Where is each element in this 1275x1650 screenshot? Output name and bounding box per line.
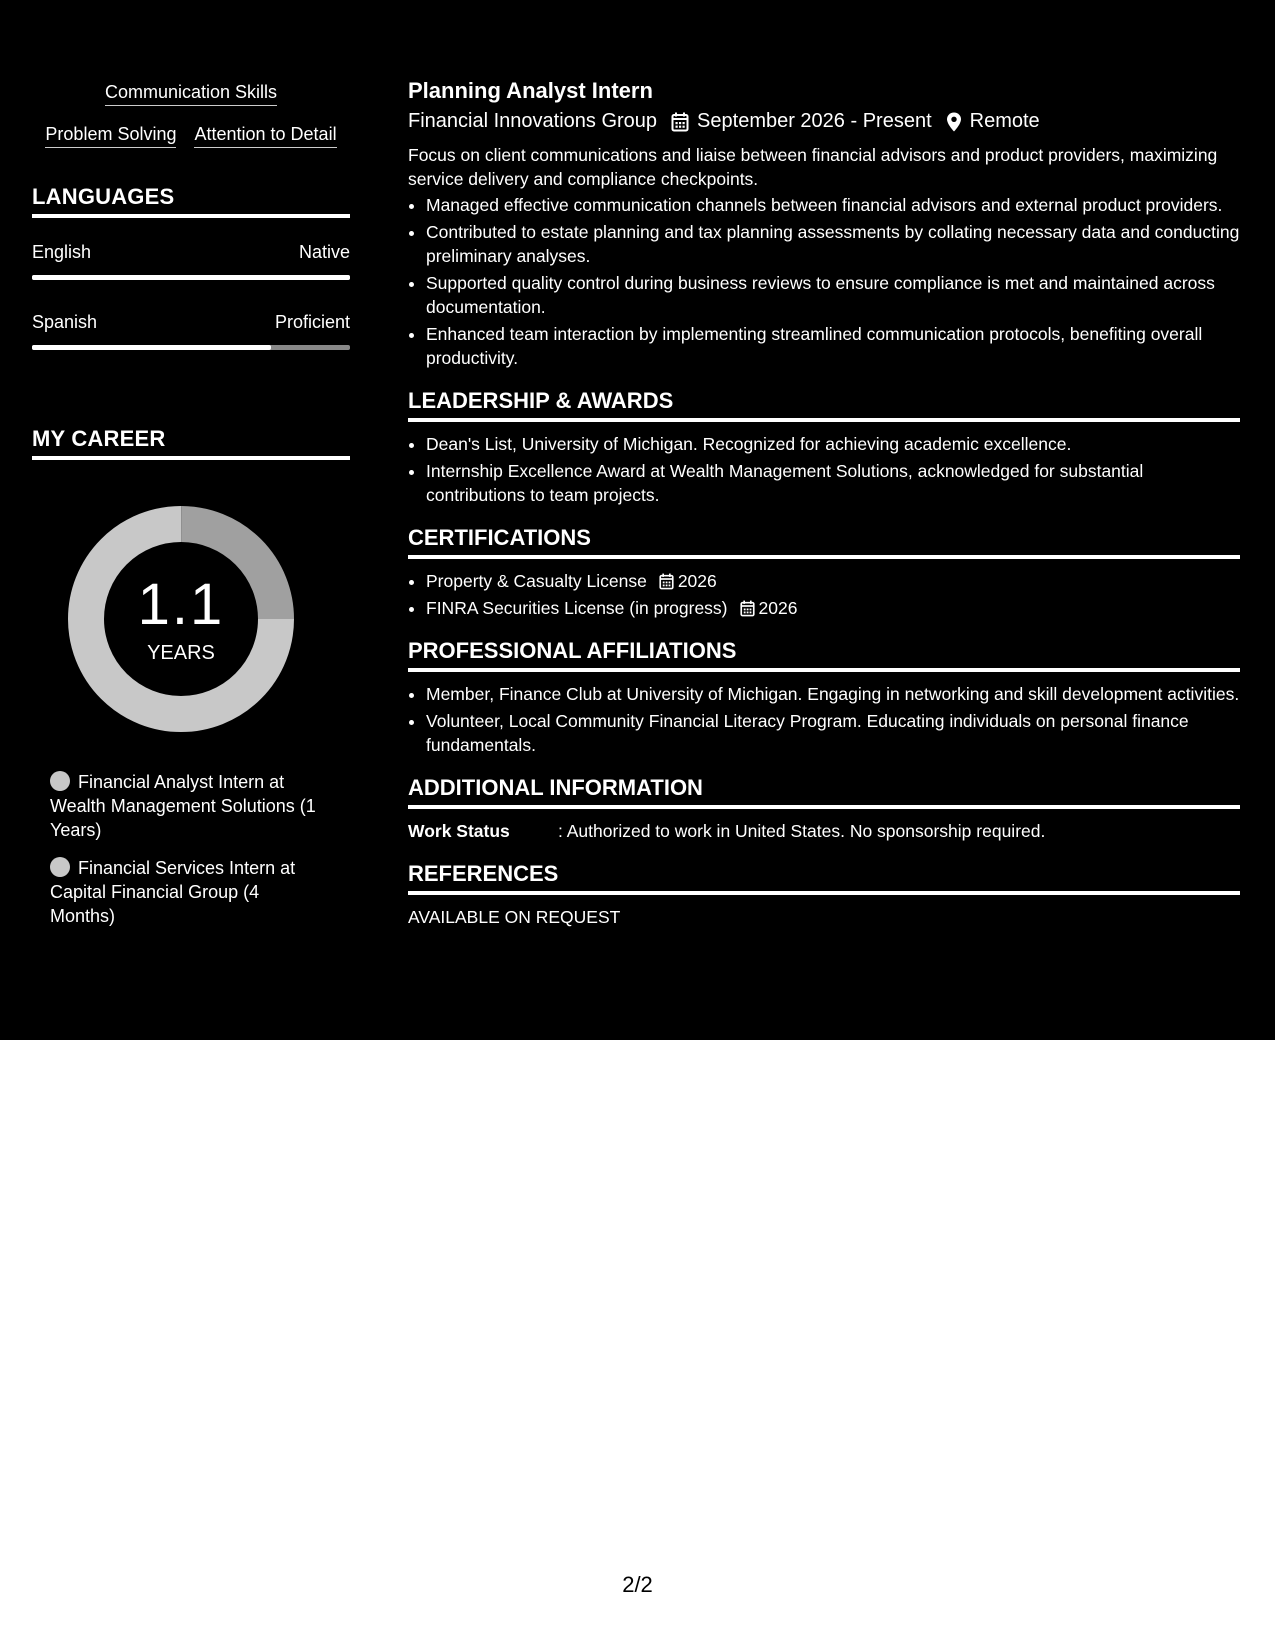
list-item: • Internship Excellence Award at Wealth Management Solutions, acknowledged for substantial contributions to team projects. [426,459,1240,507]
calendar-icon [671,112,689,132]
career-list [50,770,320,928]
list-item: • Dean's List, University of Michigan. Recognized for achieving academic excellence. [426,432,1240,456]
job-location: Remote [969,110,1040,132]
language-row [32,312,350,333]
certification [426,569,717,593]
skill-tag: Problem Solving [45,124,176,148]
map-pin-icon [946,112,962,132]
career-item-text: Financial Analyst Intern at Wealth Management Solutions (1 Years) [50,772,316,840]
skill-tag: Attention to Detail [194,124,336,148]
page-number: 2/2 [622,1572,653,1597]
list-item: • Supported quality control during business reviews to ensure compliance is met and maintained across documentation. [426,271,1240,319]
language-level: Native [298,242,350,262]
certification-year: 2026 [677,571,717,591]
job-summary: Focus on client communications and liaise between financial advisors and product providers, maximizing service delivery and compliance checkpoints. [408,145,1218,189]
job-dates: September 2026 - Present [697,110,932,132]
references-text: AVAILABLE ON REQUEST [408,907,621,927]
language-row [32,242,350,263]
language-name: English [32,242,92,262]
job-meta [408,110,1240,133]
legend-dot-icon [50,857,70,877]
calendar-icon [740,600,755,617]
list-item: • Contributed to estate planning and tax planning assessments by collating necessary data and conducting preliminary analyses. [426,220,1240,268]
leadership-heading: LEADERSHIP & AWARDS [408,388,1240,422]
certifications-heading: CERTIFICATIONS [408,525,1240,559]
career-heading: MY CAREER [32,426,350,460]
certification-name: • Property & Casualty License [426,571,647,591]
language-item [32,242,350,280]
skills-row [32,82,350,106]
references-heading: REFERENCES [408,861,1240,895]
skills-row [32,124,350,148]
job-bullets [408,193,1240,370]
language-level-bar [32,345,350,350]
list-item: • Member, Finance Club at University of Michigan. Engaging in networking and skill development activities. [426,682,1240,706]
languages-heading: LANGUAGES [32,184,350,218]
sidebar [32,82,350,942]
additional-info-heading: ADDITIONAL INFORMATION [408,775,1240,809]
career-item [50,856,320,928]
language-level: Proficient [274,312,350,332]
work-status-label: Work Status [408,821,510,841]
job-title: Planning Analyst Intern [408,78,653,103]
leadership-list [408,432,1240,507]
job-company: Financial Innovations Group [408,110,658,132]
career-item-text: Financial Services Intern at Capital Financial Group (4 Months) [50,858,296,926]
list-item: • Managed effective communication channels between financial advisors and external product providers. [426,193,1240,217]
additional-info-row [408,819,1240,843]
affiliations-heading: PROFESSIONAL AFFILIATIONS [408,638,1240,672]
list-item: • Volunteer, Local Community Financial Literacy Program. Educating individuals on personal finance fundamentals. [426,709,1240,757]
work-status-value: : Authorized to work in United States. No sponsorship required. [558,821,1046,841]
certification-name: • FINRA Securities License (in progress) [426,598,728,618]
language-name: Spanish [32,312,98,332]
language-item [32,312,350,350]
certification [426,596,797,620]
calendar-icon [659,573,674,590]
career-total-years: 1.1 [137,572,225,637]
list-item [426,569,1240,593]
career-item [50,770,320,842]
certifications-list [408,569,1240,620]
career-total-unit: YEARS [147,642,215,664]
language-level-bar [32,275,350,280]
language-level-fill [32,275,350,280]
affiliations-list [408,682,1240,757]
career-donut [66,504,296,734]
list-item: • Enhanced team interaction by implementing streamlined communication protocols, benefiting overall productivity. [426,322,1240,370]
legend-dot-icon [50,771,70,791]
list-item [426,596,1240,620]
language-level-fill [32,345,271,350]
certification-year: 2026 [758,598,798,618]
skill-tag: Communication Skills [105,82,277,106]
main-content [408,78,1240,929]
